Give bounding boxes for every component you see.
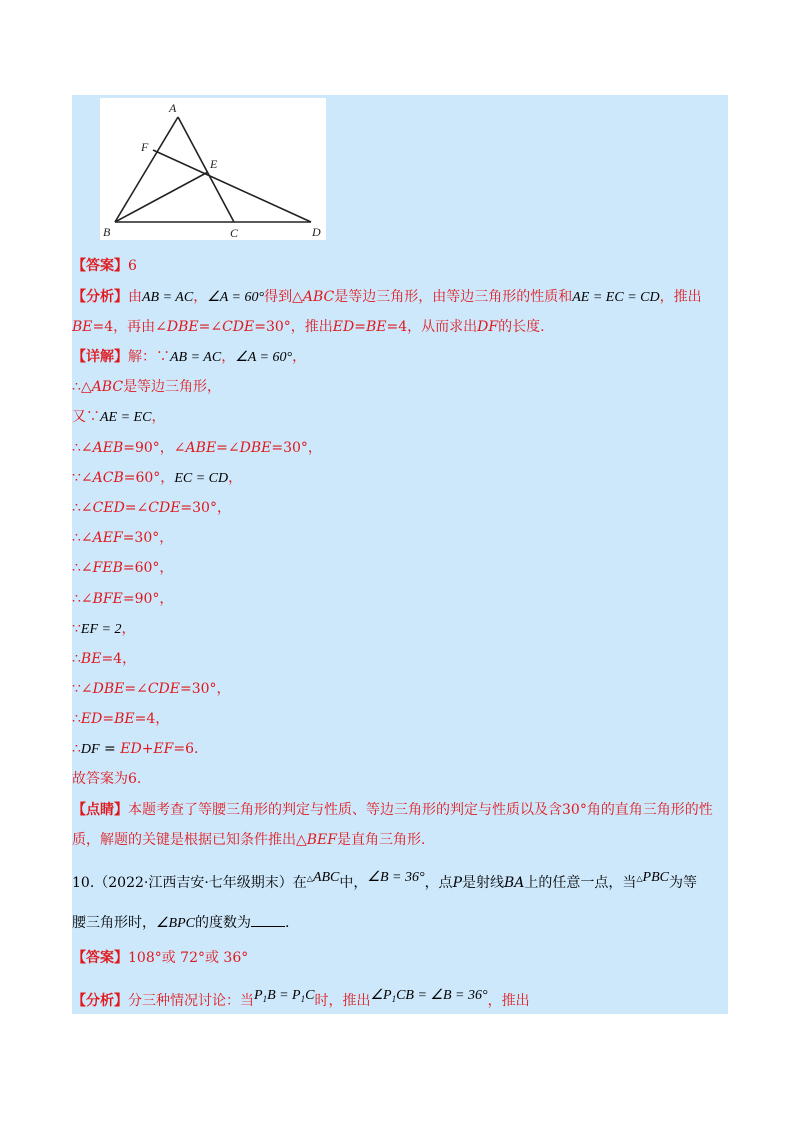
t: CDE bbox=[147, 681, 180, 697]
t: ED bbox=[332, 319, 355, 335]
analysis-line-2 bbox=[72, 317, 545, 337]
label-A: A bbox=[169, 101, 177, 115]
answer-line bbox=[72, 256, 137, 276]
t: =60°， bbox=[123, 470, 175, 486]
segment-AC bbox=[178, 117, 234, 222]
question-10-line-2 bbox=[72, 912, 289, 934]
t: BE bbox=[114, 711, 135, 727]
math: AE = EC bbox=[100, 410, 152, 425]
t: =30°，推出 bbox=[254, 319, 333, 335]
t: 10.（2022·江西吉安·七年级期末）在 bbox=[72, 875, 307, 891]
detail-line-8 bbox=[72, 589, 173, 609]
label-D: D bbox=[312, 225, 321, 239]
t: 腰三角形时， bbox=[72, 915, 156, 931]
t: △ bbox=[306, 874, 313, 883]
note-tag: 【点睛】 bbox=[72, 802, 128, 818]
t: 为等 bbox=[669, 875, 697, 891]
math: ∠BPC bbox=[156, 916, 195, 931]
t: ∴∠ bbox=[72, 560, 93, 576]
math: 1 bbox=[300, 994, 306, 1004]
segment-BA bbox=[115, 117, 178, 222]
math: ∠A = 60° bbox=[207, 290, 265, 305]
t: 是射线 bbox=[461, 875, 504, 891]
t: ∵ bbox=[72, 621, 81, 637]
math: AB = AC bbox=[142, 290, 194, 305]
analysis-line-1 bbox=[72, 287, 702, 308]
t: EF bbox=[153, 741, 174, 757]
t: ∴∠ bbox=[72, 500, 93, 516]
t: DBE bbox=[166, 319, 199, 335]
t: =∠ bbox=[216, 440, 240, 456]
t: P bbox=[452, 875, 462, 891]
note-line-1 bbox=[72, 800, 713, 820]
t: =4， bbox=[134, 711, 170, 727]
answer-2-value: 108°或 72°或 36° bbox=[128, 950, 249, 966]
t: =4，再由∠ bbox=[92, 319, 167, 335]
t: ∴ bbox=[72, 711, 81, 727]
detail-line-6 bbox=[72, 528, 173, 548]
t: DBE bbox=[239, 440, 272, 456]
t: ∴ bbox=[72, 741, 81, 757]
t: BA bbox=[503, 875, 525, 891]
answer-blank[interactable] bbox=[251, 912, 285, 927]
math: B = P bbox=[267, 988, 301, 1003]
t: 是等边三角形， bbox=[123, 379, 222, 395]
t: BE bbox=[72, 319, 93, 335]
label-C: C bbox=[230, 226, 239, 240]
detail-line-3 bbox=[72, 438, 322, 458]
math: CB = ∠B = 36° bbox=[396, 988, 488, 1003]
t: 的长度. bbox=[498, 319, 545, 335]
t: DF bbox=[477, 319, 499, 335]
t: BE bbox=[80, 651, 102, 667]
t: BEF bbox=[306, 832, 337, 848]
t: =90°，∠ bbox=[123, 440, 186, 456]
t: ，推出 bbox=[487, 993, 530, 1009]
detail-line-13 bbox=[72, 739, 198, 760]
detail-line-9 bbox=[72, 619, 135, 640]
t: ABC bbox=[302, 289, 335, 305]
analysis-tag: 【分析】 bbox=[72, 289, 128, 305]
t: ∴∠ bbox=[72, 591, 93, 607]
math: EC = CD bbox=[174, 471, 229, 486]
t: ， bbox=[228, 470, 243, 486]
segment-BE bbox=[115, 172, 208, 222]
t: . bbox=[285, 915, 290, 931]
analysis-2-tag: 【分析】 bbox=[72, 993, 128, 1009]
label-E: E bbox=[210, 157, 218, 171]
t: + bbox=[141, 741, 154, 757]
detail-line-7 bbox=[72, 558, 173, 578]
math: 1 bbox=[262, 994, 268, 1004]
math: ∠B = 36° bbox=[367, 870, 425, 885]
t: BFE bbox=[92, 591, 123, 607]
geometry-figure bbox=[100, 98, 326, 240]
t: 时，推出 bbox=[314, 993, 371, 1009]
t: ∴ bbox=[72, 651, 81, 667]
segment-FD bbox=[153, 150, 311, 222]
t: 又∵ bbox=[72, 409, 100, 425]
answer-2-line bbox=[72, 948, 248, 968]
math: 1 bbox=[391, 994, 397, 1004]
answer-2-tag: 【答案】 bbox=[72, 950, 128, 966]
t: =∠ bbox=[124, 500, 149, 516]
t: ， bbox=[151, 409, 166, 425]
detail-line-12 bbox=[72, 709, 169, 729]
detail-line-14 bbox=[72, 769, 141, 789]
t: AEB bbox=[92, 440, 124, 456]
t: ， bbox=[193, 289, 208, 305]
t: 是直角三角形. bbox=[337, 832, 426, 848]
t: =90°， bbox=[122, 591, 174, 607]
note-line-2 bbox=[72, 830, 425, 850]
t: ，点 bbox=[424, 875, 453, 891]
t: = bbox=[102, 711, 115, 727]
t: AEF bbox=[92, 530, 123, 546]
answer-value: 6 bbox=[128, 258, 137, 274]
math: ABC bbox=[312, 870, 340, 885]
t: 分三种情况讨论：当 bbox=[128, 993, 254, 1009]
t: 由 bbox=[128, 289, 142, 305]
detail-line-4 bbox=[72, 468, 242, 489]
detail-line-10 bbox=[72, 649, 136, 669]
t: = bbox=[99, 741, 121, 757]
detail-tag: 【详解】 bbox=[72, 349, 128, 365]
t: 质，解题的关键是根据已知条件推出△ bbox=[72, 832, 307, 848]
t: 中， bbox=[339, 875, 368, 891]
t: ∵∠ bbox=[72, 681, 93, 697]
label-B: B bbox=[103, 225, 111, 239]
t: 本题考查了等腰三角形的判定与性质、等边三角形的判定与性质以及含30°角的直角三角形的性 bbox=[128, 802, 713, 818]
detail-line-2 bbox=[72, 407, 165, 428]
t: CDE bbox=[148, 500, 181, 516]
t: =30°， bbox=[271, 440, 322, 456]
math: AB = AC bbox=[170, 350, 222, 365]
t: ，推出 bbox=[659, 289, 702, 305]
t: ∴∠ bbox=[72, 440, 93, 456]
t: ED bbox=[80, 711, 103, 727]
math: PBC bbox=[642, 870, 669, 885]
analysis-2-line bbox=[72, 986, 530, 1011]
t: ∴△ bbox=[72, 379, 92, 395]
t: 是等边三角形，由等边三角形的性质和 bbox=[334, 289, 573, 305]
t: 的度数为 bbox=[195, 915, 251, 931]
t: 得到△ bbox=[264, 289, 303, 305]
detail-line-11 bbox=[72, 679, 231, 699]
t: CDE bbox=[222, 319, 255, 335]
math: AE = EC = CD bbox=[572, 290, 660, 305]
t: BE bbox=[365, 319, 387, 335]
triangle-diagram bbox=[100, 98, 326, 240]
math: ∠A = 60° bbox=[235, 350, 293, 365]
answer-tag: 【答案】 bbox=[72, 258, 128, 274]
label-F: F bbox=[141, 140, 149, 154]
t: DBE bbox=[92, 681, 125, 697]
math: P bbox=[254, 988, 263, 1003]
t: =∠ bbox=[198, 319, 223, 335]
detail-line-1 bbox=[72, 377, 221, 397]
t: = bbox=[354, 319, 366, 335]
t: CED bbox=[92, 500, 125, 516]
math: EF = 2 bbox=[80, 622, 122, 637]
t: △ bbox=[636, 874, 643, 883]
t: =30°， bbox=[180, 681, 231, 697]
t: ∵∠ bbox=[72, 470, 93, 486]
t: ABE bbox=[185, 440, 217, 456]
t: ， bbox=[221, 349, 236, 365]
math: C bbox=[305, 988, 315, 1003]
t: =4，从而求出 bbox=[386, 319, 478, 335]
t: =6. bbox=[173, 741, 199, 757]
t: ∴∠ bbox=[72, 530, 93, 546]
t: =60°， bbox=[122, 560, 174, 576]
t: ED bbox=[120, 741, 142, 757]
t: ， bbox=[121, 621, 136, 637]
t: =30°， bbox=[180, 500, 231, 516]
t: 解：∵ bbox=[128, 349, 170, 365]
t: 上的任意一点，当 bbox=[524, 875, 637, 891]
t: ACB bbox=[92, 470, 124, 486]
t: ABC bbox=[91, 379, 124, 395]
t: =30°， bbox=[122, 530, 174, 546]
t: =∠ bbox=[124, 681, 148, 697]
detail-line-0 bbox=[72, 347, 306, 368]
t: 故答案为6. bbox=[72, 771, 142, 787]
math: ∠P bbox=[370, 988, 392, 1003]
t: ， bbox=[292, 349, 307, 365]
math: DF bbox=[80, 742, 100, 757]
t: FEB bbox=[92, 560, 123, 576]
t: =4， bbox=[101, 651, 137, 667]
detail-line-5 bbox=[72, 498, 231, 518]
question-10-line-1 bbox=[72, 868, 697, 893]
